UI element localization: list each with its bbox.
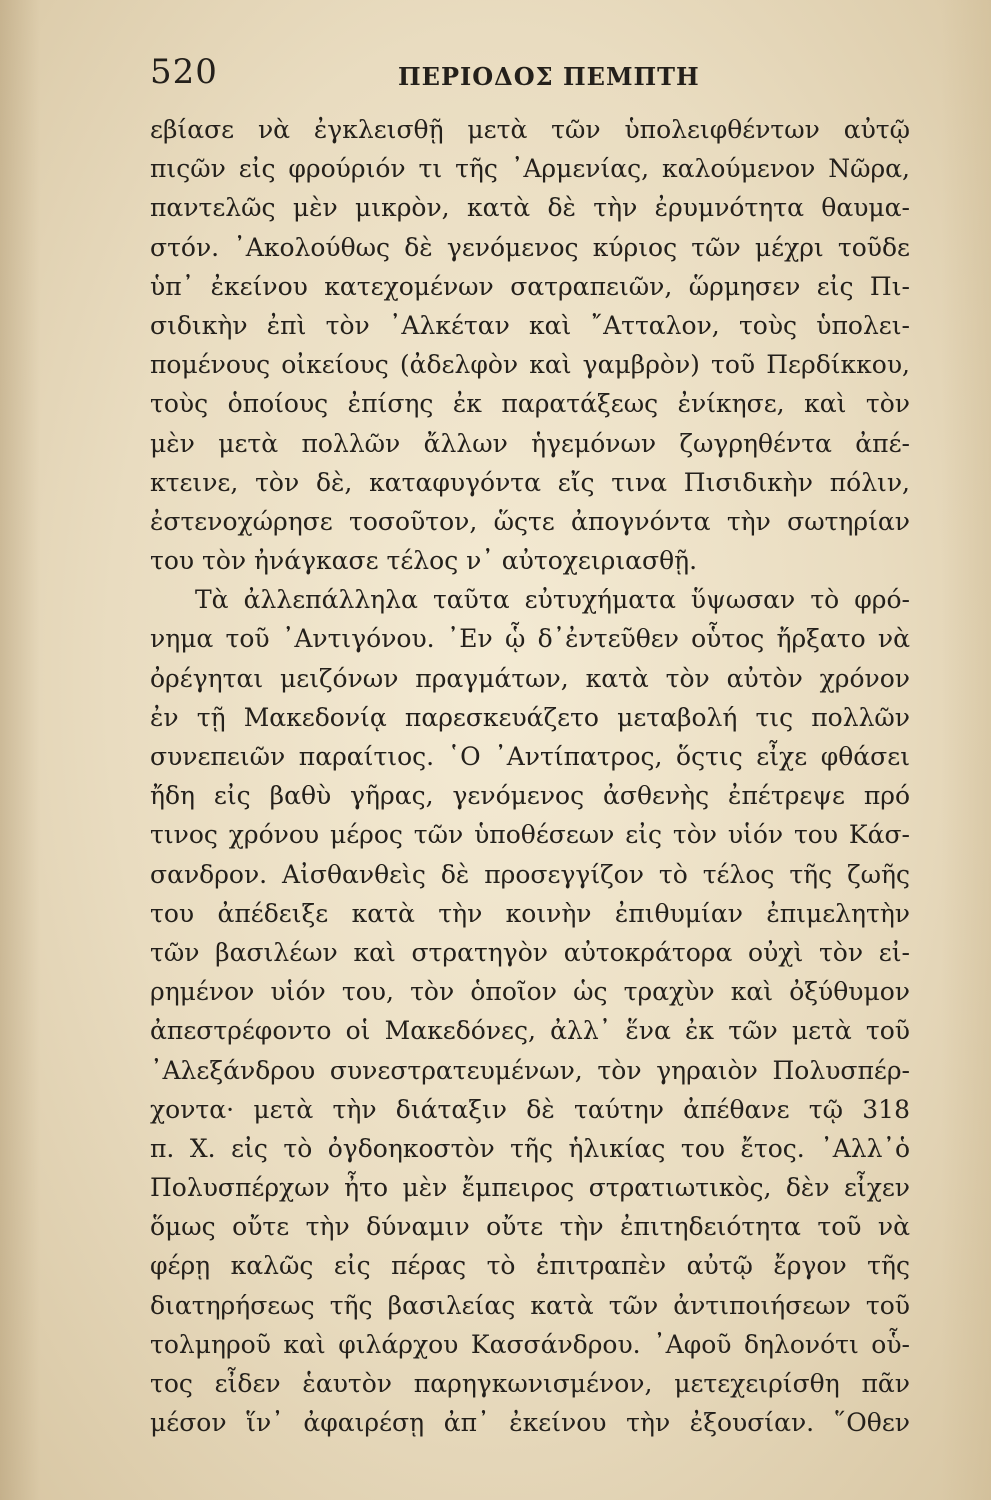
text-line: παντελῶς μὲν μικρὸν, κατὰ δὲ τὴν ἐρυμνότητα θαυμα-	[150, 193, 910, 223]
text-line: ὀρέγηται μειζόνων πραγμάτων, κατὰ τὸν αὐτὸν χρόνον	[150, 663, 910, 693]
text-line: τολμηροῦ καὶ φιλάρχου Κασσάνδρου. ᾽Αφοῦ δηλονότι οὗ-	[150, 1329, 910, 1359]
text-line: του ἀπέδειξε κατὰ τὴν κοινὴν ἐπιθυμίαν ἐπιμελητὴν	[150, 898, 910, 928]
text-line: Τὰ ἀλλεπάλληλα ταῦτα εὐτυχήματα ὕψωσαν τὸ φρό-	[195, 585, 910, 615]
text-line: του τὸν ἠνάγκασε τέλος ν᾽ αὐτοχειριασθῇ.	[150, 546, 698, 576]
text-line: σανδρον. Αἰσθανθεὶς δὲ προσεγγίζον τὸ τέλος τῆς ζωῆς	[150, 859, 910, 889]
text-line: τινος χρόνου μέρος τῶν ὑποθέσεων εἰς τὸν υἱόν του Κάσ-	[150, 820, 910, 850]
text-line: πιςῶν εἰς φρούριόν τι τῆς ᾽Αρμενίας, καλούμενον Νῶρα,	[150, 154, 910, 184]
text-line: εβίασε νὰ ἐγκλεισθῇ μετὰ τῶν ὑπολειφθέντων αὐτῷ	[150, 115, 910, 144]
text-line: π. Χ. εἰς τὸ ὀγδοηκοστὸν τῆς ἡλικίας του ἔτος. ᾽Αλλ᾽ὁ	[150, 1133, 910, 1163]
page-header	[150, 52, 908, 102]
text-line: τοὺς ὁποίους ἐπίσης ἐκ παρατάξεως ἐνίκησε, καὶ τὸν	[150, 389, 910, 419]
text-line: τος εἶδεν ἑαυτὸν παρηγκωνισμένον, μετεχειρίσθη πᾶν	[150, 1369, 910, 1398]
text-line: χοντα· μετὰ τὴν διάταξιν δὲ ταύτην ἀπέθανε τῷ 318	[150, 1094, 910, 1124]
text-line: Πολυσπέρχων ἦτο μὲν ἔμπειρος στρατιωτικὸς, δὲν εἶχεν	[150, 1173, 910, 1203]
text-line: τῶν βασιλέων καὶ στρατηγὸν αὐτοκράτορα οὐχὶ τὸν εἰ-	[150, 937, 910, 967]
text-line: μὲν μετὰ πολλῶν ἄλλων ἡγεμόνων ζωγρηθέντα ἀπέ-	[150, 428, 910, 458]
text-line: συνεπειῶν παραίτιος. ῾Ο ᾽Αντίπατρος, ὅςτις εἶχε φθάσει	[150, 742, 910, 771]
running-head: ΠΕΡΙΟΔΟΣ ΠΕΜΠΤΗ	[398, 62, 700, 91]
text-line: ὅμως οὔτε τὴν δύναμιν οὔτε τὴν ἐπιτηδειότητα τοῦ νὰ	[150, 1212, 910, 1242]
page-edge-fade	[941, 0, 991, 1500]
text-line: μέσον ἵν᾽ ἀφαιρέσῃ ἀπ᾽ ἐκείνου τὴν ἐξουσίαν. ῞Οθεν	[150, 1408, 910, 1438]
text-line: ἐστενοχώρησε τοσοῦτον, ὥςτε ἀπογνόντα τὴν σωτηρίαν	[150, 506, 910, 536]
text-line: ᾽Αλεξάνδρου συνεστρατευμένων, τὸν γηραιὸν Πολυσπέρ-	[150, 1055, 910, 1085]
text-line: ρημένον υἱόν του, τὸν ὁποῖον ὡς τραχὺν καὶ ὀξύθυμον	[150, 977, 910, 1007]
binding-shadow	[0, 0, 40, 1500]
text-line: κτεινε, τὸν δὲ, καταφυγόντα εἴς τινα Πισιδικὴν πόλιν,	[150, 467, 910, 497]
page-number: 520	[150, 52, 218, 92]
text-line: διατηρήσεως τῆς βασιλείας κατὰ τῶν ἀντιποιήσεων τοῦ	[150, 1290, 910, 1320]
text-line: ἐν τῇ Μακεδονίᾳ παρεσκευάζετο μεταβολή τις πολλῶν	[150, 702, 910, 732]
text-line: πομένους οἰκείους (ἀδελφὸν καὶ γαμβρὸν) τοῦ Περδίκκου,	[150, 350, 910, 380]
text-line: ἀπεστρέφοντο οἱ Μακεδόνες, ἀλλ᾽ ἕνα ἐκ τῶν μετὰ τοῦ	[150, 1016, 910, 1046]
text-line: στόν. ᾽Ακολούθως δὲ γενόμενος κύριος τῶν μέχρι τοῦδε	[150, 232, 910, 262]
text-line: ὑπ᾽ ἐκείνου κατεχομένων σατραπειῶν, ὥρμησεν εἰς Πι-	[150, 271, 910, 301]
body-text	[150, 110, 910, 1442]
text-line: νημα τοῦ ᾽Αντιγόνου. ᾽Εν ᾧ δ᾽ἐντεῦθεν οὗτος ἤρξατο νὰ	[150, 624, 910, 654]
text-line: ἤδη εἰς βαθὺ γῆρας, γενόμενος ἀσθενὴς ἐπέτρεψε πρό	[150, 781, 910, 811]
text-line: φέρῃ καλῶς εἰς πέρας τὸ ἐπιτραπὲν αὐτῷ ἔργον τῆς	[150, 1251, 910, 1281]
text-line: σιδικὴν ἐπὶ τὸν ᾽Αλκέταν καὶ ῎Ατταλον, τοὺς ὑπολει-	[150, 310, 910, 340]
